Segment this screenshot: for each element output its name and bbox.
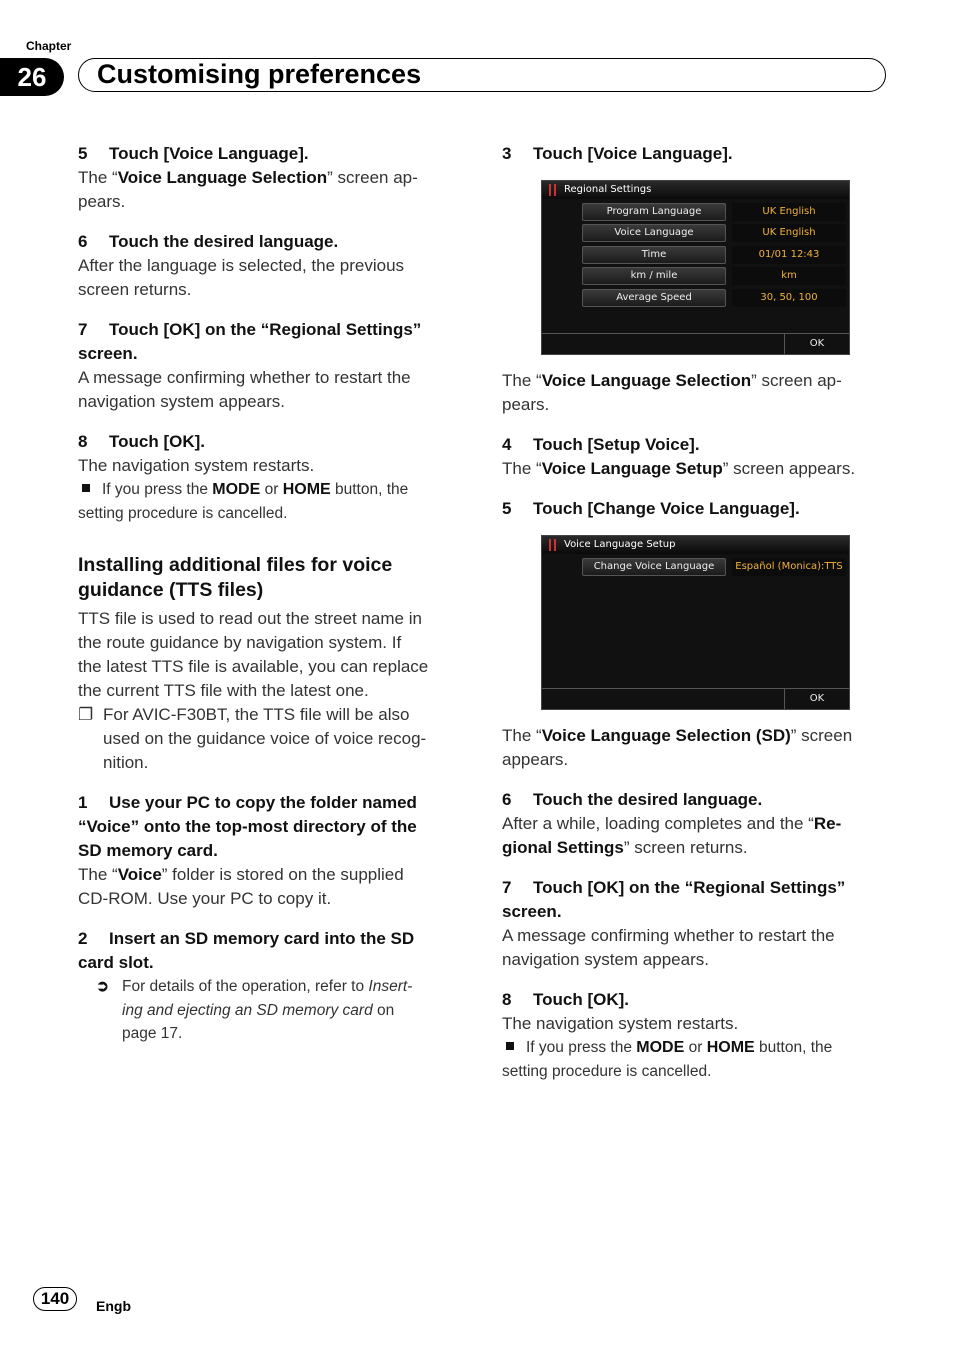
- step-heading: 8 Touch [OK].: [502, 990, 629, 1009]
- setting-value: Español (Monica):TTS: [732, 558, 846, 576]
- step-body: The “Voice Language Selection” screen ap- pears.: [78, 168, 418, 211]
- step-body: After the language is selected, the previous screen returns.: [78, 256, 405, 299]
- chapter-number: 26: [0, 58, 64, 96]
- step-heading: 7 Touch [OK] on the “Regional Settings” screen.: [78, 320, 422, 363]
- step-heading: 7 Touch [OK] on the “Regional Settings” screen.: [502, 878, 846, 921]
- settings-row: [582, 203, 846, 221]
- section-body: TTS file is used to read out the street name in the route guidance by navigation system. If the latest TTS file is available, you can replace the current TTS file with the latest one.: [78, 609, 429, 700]
- settings-row: [582, 558, 846, 576]
- settings-row: [582, 289, 846, 307]
- setting-value: km: [732, 267, 846, 285]
- regional-settings-screenshot: [541, 180, 850, 355]
- step-body: The “Voice” folder is stored on the supplied CD-ROM. Use your PC to copy it.: [78, 865, 404, 908]
- setting-value: UK English: [732, 224, 846, 242]
- step-heading: 8 Touch [OK].: [78, 432, 205, 451]
- right-column: [502, 142, 886, 1083]
- checkbox-icon: ❐: [78, 705, 94, 724]
- setting-button[interactable]: Time: [582, 246, 726, 264]
- setting-button[interactable]: km / mile: [582, 267, 726, 285]
- language-code: Engb: [96, 1298, 131, 1314]
- step-body: After a while, loading completes and the “Re- gional Settings” screen returns.: [502, 814, 842, 857]
- chapter-label: Chapter: [26, 39, 72, 53]
- logo-icon: [549, 539, 556, 551]
- setting-value: UK English: [732, 203, 846, 221]
- step-heading: 4 Touch [Setup Voice].: [502, 435, 700, 454]
- voice-language-setup-screenshot: [541, 535, 850, 710]
- screen-header: Voice Language Setup: [542, 536, 849, 554]
- setting-button[interactable]: Change Voice Language: [582, 558, 726, 576]
- setting-button[interactable]: Program Language: [582, 203, 726, 221]
- step-body: The “Voice Language Selection (SD)” screen appears.: [502, 726, 853, 769]
- step-heading: 1 Use your PC to copy the folder named “Voice” onto the top-most directory of the SD memory card.: [78, 793, 417, 860]
- left-column: [78, 142, 462, 1046]
- setting-value: 30, 50, 100: [732, 289, 846, 307]
- note: If you press the MODE or HOME button, the setting procedure is cancelled.: [78, 481, 409, 522]
- setting-value: 01/01 12:43: [732, 246, 846, 264]
- step-body: A message confirming whether to restart the navigation system appears.: [502, 926, 835, 969]
- step-heading: 6 Touch the desired language.: [78, 232, 339, 251]
- screen-header: Regional Settings: [542, 181, 849, 199]
- step-heading: 5 Touch [Voice Language].: [78, 144, 309, 163]
- arrow-icon: ➲: [96, 978, 109, 995]
- step-heading: 6 Touch the desired language.: [502, 790, 763, 809]
- settings-row: [582, 224, 846, 242]
- logo-icon: [549, 184, 556, 196]
- step-body: The navigation system restarts.: [502, 1014, 739, 1033]
- bullet-icon: [506, 1042, 514, 1050]
- step-heading: 2 Insert an SD memory card into the SD card slot.: [78, 929, 415, 972]
- note: If you press the MODE or HOME button, the setting procedure is cancelled.: [502, 1039, 833, 1080]
- page-number: 140: [33, 1287, 77, 1311]
- step-heading: 5 Touch [Change Voice Language].: [502, 499, 800, 518]
- setting-button[interactable]: Average Speed: [582, 289, 726, 307]
- section-heading: Installing additional files for voice guidance (TTS files): [78, 554, 393, 601]
- ok-button[interactable]: OK: [784, 689, 849, 709]
- step-body: The navigation system restarts.: [78, 456, 315, 475]
- step-body: The “Voice Language Setup” screen appears.: [502, 459, 856, 478]
- settings-row: [582, 246, 846, 264]
- ok-button[interactable]: OK: [784, 334, 849, 354]
- bullet-icon: [82, 484, 90, 492]
- settings-row: [582, 267, 846, 285]
- step-body: The “Voice Language Selection” screen ap- pears.: [502, 371, 842, 414]
- setting-button[interactable]: Voice Language: [582, 224, 726, 242]
- page-title: Customising preferences: [78, 58, 886, 92]
- checkbox-note: ❐ For AVIC-F30BT, the TTS file will be also used on the guidance voice of voice recog- nition.: [78, 705, 427, 772]
- step-body: A message confirming whether to restart the navigation system appears.: [78, 368, 411, 411]
- step-heading: 3 Touch [Voice Language].: [502, 144, 733, 163]
- cross-reference: ➲ For details of the operation, refer to Insert- ing and ejecting an SD memory card on page 17.: [78, 975, 462, 1046]
